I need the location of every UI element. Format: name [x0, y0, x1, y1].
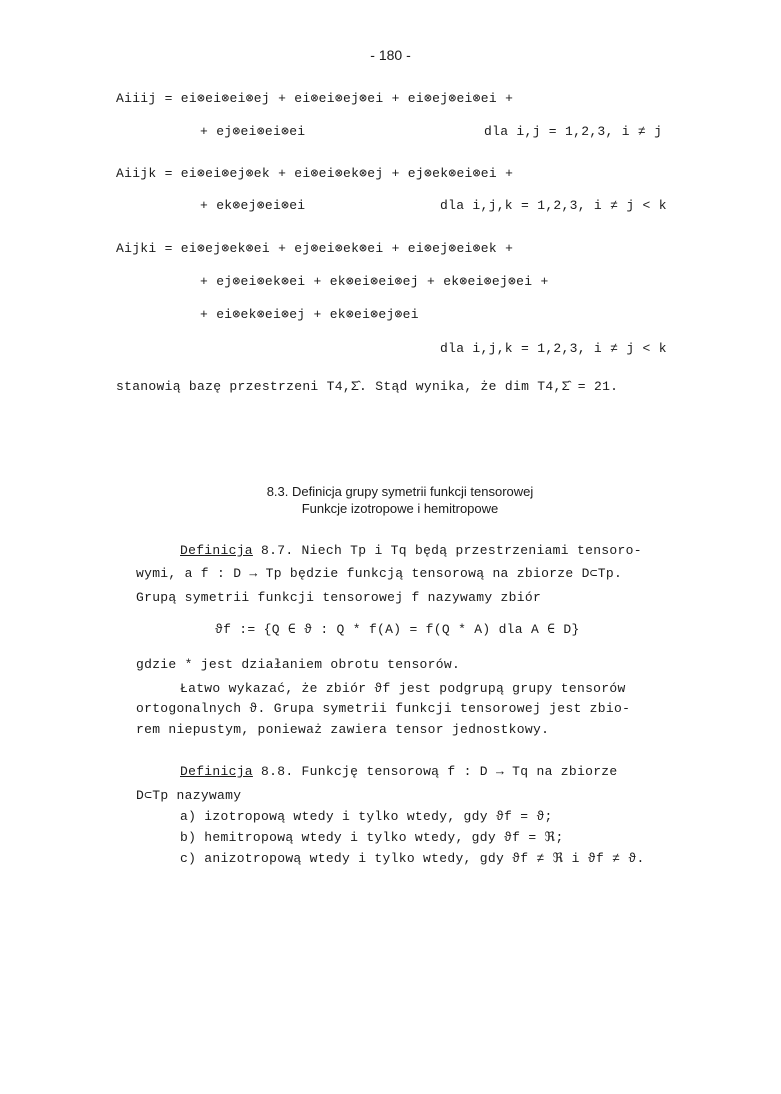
- formula-a-ijki-line2: + ej⊗ei⊗ek⊗ei + ek⊗ei⊗ei⊗ej + ek⊗ei⊗ej⊗ei +: [200, 274, 549, 289]
- formula-a-iiij-line1: Aiiij = ei⊗ei⊗ei⊗ej + ei⊗ei⊗ej⊗ei + ei⊗ej⊗ei⊗ei +: [116, 91, 514, 106]
- definition-88-line2: D⊂Tp nazywamy: [136, 788, 242, 803]
- formula-a-iiij-condition: dla i,j = 1,2,3, i ≠ j: [484, 124, 663, 139]
- formula-a-iiij-line2: + ej⊗ei⊗ei⊗ei: [200, 124, 306, 139]
- section-title: 8.3. Definicja grupy symetrii funkcji tensorowej: [266, 484, 534, 499]
- definition-87-line4: gdzie * jest działaniem obrotu tensorów.: [136, 657, 461, 672]
- definition-87-line3: Grupą symetrii funkcji tensorowej f nazywamy zbiór: [136, 590, 542, 605]
- formula-a-ijki-condition: dla i,j,k = 1,2,3, i ≠ j < k: [440, 341, 667, 356]
- definition-87-line2: wymi, a f : D → Tp będzie funkcją tensorową na zbiorze D⊂Tp.: [136, 566, 623, 581]
- definition-88-label: Definicja: [180, 764, 253, 779]
- section-subtitle: Funkcje izotropowe i hemitropowe: [301, 501, 499, 516]
- formula-a-iijk-line1: Aiijk = ei⊗ei⊗ej⊗ek + ei⊗ei⊗ek⊗ej + ej⊗ek⊗ei⊗ei +: [116, 166, 514, 181]
- page-number: - 180 -: [370, 47, 411, 63]
- definition-87-line1: [180, 543, 642, 558]
- definition-87-line5: Łatwo wykazać, że zbiór ϑf jest podgrupą grupy tensorów: [180, 681, 626, 696]
- formula-a-iijk-condition: dla i,j,k = 1,2,3, i ≠ j < k: [440, 198, 667, 213]
- definition-88-item-a: a) izotropową wtedy i tylko wtedy, gdy ϑf = ϑ;: [180, 809, 553, 824]
- formula-a-ijki-line3: + ei⊗ek⊗ei⊗ej + ek⊗ei⊗ej⊗ei: [200, 307, 419, 322]
- definition-88-line1: [180, 764, 618, 779]
- definition-87-number: 8.7.: [261, 543, 294, 558]
- basis-statement: stanowią bazę przestrzeni T4,Σ̂. Stąd wynika, że dim T4,Σ̂ = 21.: [116, 379, 619, 394]
- definition-87-line6: ortogonalnych ϑ. Grupa symetrii funkcji tensorowej jest zbio-: [136, 701, 631, 716]
- definition-88-text: Funkcję tensorową f : D → Tq na zbiorze: [301, 764, 618, 779]
- definition-88-item-b: b) hemitropową wtedy i tylko wtedy, gdy ϑf = ℜ;: [180, 830, 564, 845]
- formula-a-iijk-line2: + ek⊗ej⊗ei⊗ei: [200, 198, 306, 213]
- definition-87-text: Niech Tp i Tq będą przestrzeniami tensoro-: [301, 543, 642, 558]
- definition-87-label: Definicja: [180, 543, 253, 558]
- formula-a-ijki-line1: Aijki = ei⊗ej⊗ek⊗ei + ej⊗ei⊗ek⊗ei + ei⊗ej⊗ei⊗ek +: [116, 241, 514, 256]
- definition-87-line7: rem niepustym, ponieważ zawiera tensor jednostkowy.: [136, 722, 550, 737]
- definition-88-number: 8.8.: [261, 764, 294, 779]
- definition-88-item-c: c) anizotropową wtedy i tylko wtedy, gdy ϑf ≠ ℜ i ϑf ≠ ϑ.: [180, 851, 645, 866]
- definition-87-formula: ϑf := {Q ∈ ϑ : Q * f(A) = f(Q * A) dla A ∈ D}: [215, 622, 580, 637]
